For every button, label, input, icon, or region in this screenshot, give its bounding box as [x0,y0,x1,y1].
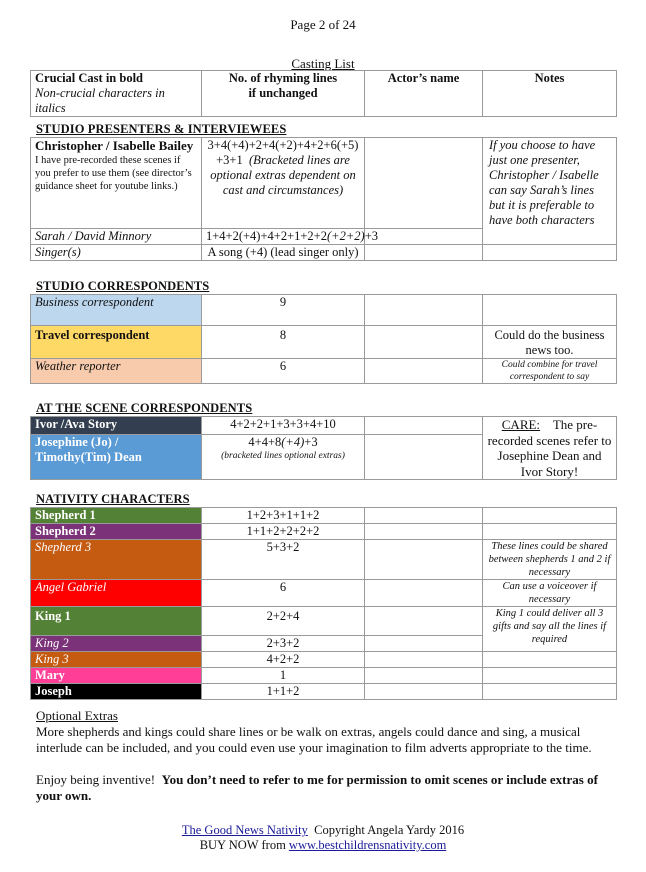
cast-name: King 3 [31,652,202,668]
section-nativity-characters: NATIVITY CHARACTERS [36,492,190,506]
cast-name: Ivor /Ava Story [31,417,202,435]
cast-name: Shepherd 2 [31,524,202,540]
table-row [31,524,617,540]
kings-note-cell: King 1 could deliver all 3 gifts and say all the lines if required [483,607,617,652]
header-cast [31,71,202,117]
copyright-text: Copyright Angela Yardy 2016 [314,823,465,837]
studio-presenters-table [30,137,617,261]
buy-now-text: BUY NOW from [199,838,286,852]
lines-value: 4+2+2 [202,652,365,668]
care-note: The pre-recorded scenes refer to Josephine Dean and Ivor Story! [487,417,612,479]
casting-list-title: Casting List [291,56,355,71]
lines-value: 1+1+2 [202,684,365,700]
notes-cell [483,524,617,540]
header-actor: Actor’s name [365,71,483,117]
actor-cell[interactable] [365,668,483,684]
actor-cell[interactable] [365,138,483,229]
notes-cell [483,684,617,700]
nativity-characters-table [30,507,617,700]
cast-name: King 2 [31,636,202,652]
lines-value: A song (+4) (lead singer only) [202,245,365,261]
cast-name: Christopher / Isabelle Bailey [35,138,194,153]
actor-cell[interactable] [365,229,483,245]
header-lines [202,71,365,117]
notes-cell [483,652,617,668]
lines-value: 1+2+3+1+1+2 [202,508,365,524]
lines-cell [202,138,365,229]
cast-name: Josephine (Jo) / Timothy(Tim) Dean [31,435,202,480]
notes-cell [483,508,617,524]
header-lines-line2: if unchanged [248,86,318,100]
optional-extras-section [36,708,626,804]
cast-name: Joseph [31,684,202,700]
table-row [31,668,617,684]
website-link[interactable]: www.bestchildrensnativity.com [288,838,447,852]
section-scene-correspondents: AT THE SCENE CORRESPONDENTS [36,401,253,415]
lines-value: 4+4+8 [248,435,282,449]
cast-name: Travel correspondent [31,326,202,359]
actor-cell[interactable] [365,508,483,524]
header-noncrucial-label: Non-crucial characters in italics [35,86,165,115]
notes-cell: Could do the business news too. [483,326,617,359]
table-row [31,245,617,261]
actor-cell[interactable] [365,295,483,326]
cast-name: Business correspondent [31,295,202,326]
table-row [31,580,617,607]
cast-cell [31,138,202,229]
actor-cell[interactable] [365,435,483,480]
cast-name: Angel Gabriel [31,580,202,607]
lines-end: +3 [364,229,378,243]
table-row [31,326,617,359]
lines-cell [202,435,365,480]
lines-value: 1+4+2(+4)+4+2+1+2+2 [206,229,327,243]
actor-cell[interactable] [365,607,483,636]
lines-value: 9 [202,295,365,326]
notes-cell [483,295,617,326]
actor-cell[interactable] [365,245,483,261]
lines-end: +3 [304,435,318,449]
table-row [31,138,617,229]
lines-value: 5+3+2 [202,540,365,580]
actor-cell[interactable] [365,524,483,540]
footer [0,823,646,853]
table-row [31,540,617,580]
notes-cell [483,668,617,684]
lines-value: 8 [202,326,365,359]
table-row [31,359,617,384]
actor-cell[interactable] [365,580,483,607]
lines-optional: (+2+2) [326,229,365,243]
optional-extras-text: More shepherds and kings could share lines or be walk on extras, angels could dance and sing, a musical interlude can be included, and you could even use your imagination to film adverts appropriate to the time. [36,724,592,755]
header-notes: Notes [483,71,617,117]
actor-cell[interactable] [365,540,483,580]
cast-name: Shepherd 1 [31,508,202,524]
actor-cell[interactable] [365,417,483,435]
casting-header-table [30,70,617,117]
lines-value: 2+3+2 [202,636,365,652]
cast-name: Mary [31,668,202,684]
actor-cell[interactable] [365,684,483,700]
lines-value: 4+2+2+1+3+3+4+10 [202,417,365,435]
lines-value: 1+1+2+2+2+2 [202,524,365,540]
notes-cell: These lines could be shared between shepherds 1 and 2 if necessary [483,540,617,580]
notes-cell: If you choose to have just one presenter, Christopher / Isabelle can say Sarah’s lines but it is preferable to have both characters [483,138,617,245]
enjoy-text: Enjoy being inventive! [36,772,156,787]
cast-name: Weather reporter [31,359,202,384]
lines-note: (Bracketed lines are optional extras dependent on cast and circumstances) [210,153,356,197]
page-number: Page 2 of 24 [290,17,356,32]
table-row [31,508,617,524]
notes-cell [483,417,617,480]
actor-cell[interactable] [365,359,483,384]
actor-cell[interactable] [365,326,483,359]
cast-name: Singer(s) [31,245,202,261]
care-label: CARE: [501,417,541,432]
lines-optional: (+4) [281,435,305,449]
enjoy-bold-text: You don’t need to refer to me for permission to omit scenes or include extras of your own. [36,772,598,803]
table-row [31,607,617,636]
scene-correspondents-table [30,416,617,480]
table-row [31,417,617,435]
cast-name: Shepherd 3 [31,540,202,580]
studio-correspondents-table [30,294,617,384]
lines-value: 1 [202,668,365,684]
optional-extras-title: Optional Extras [36,708,118,723]
table-row [31,652,617,668]
header-crucial-label: Crucial Cast in bold [35,71,144,85]
cast-name: King 1 [31,607,202,636]
header-row [31,71,617,117]
notes-cell: Can use a voiceover if necessary [483,580,617,607]
lines-value: 6 [202,359,365,384]
enjoy-paragraph [36,772,626,804]
cast-name-note: I have pre-recorded these scenes if you prefer to use them (see director’s guidance sheet for youtube links.) [35,155,192,192]
title-link[interactable]: The Good News Nativity [181,823,308,837]
header-lines-line1: No. of rhyming lines [228,71,338,85]
lines-note: (bracketed lines optional extras) [221,451,345,461]
actor-cell[interactable] [365,636,483,652]
lines-value: 3+4(+4)+2+4(+2)+4+2+6(+5) +3+1 [207,138,359,167]
lines-value: 6 [202,580,365,607]
section-studio-correspondents: STUDIO CORRESPONDENTS [36,279,210,293]
cast-name: Sarah / David Minnory [31,229,202,245]
section-studio-presenters: STUDIO PRESENTERS & INTERVIEWEES [36,122,287,136]
lines-value: 2+2+4 [202,607,365,636]
lines-cell [202,229,378,245]
notes-cell: Could combine for travel correspondent to say [483,359,617,384]
table-row [31,684,617,700]
table-row [31,295,617,326]
actor-cell[interactable] [365,652,483,668]
notes-cell [483,245,617,261]
